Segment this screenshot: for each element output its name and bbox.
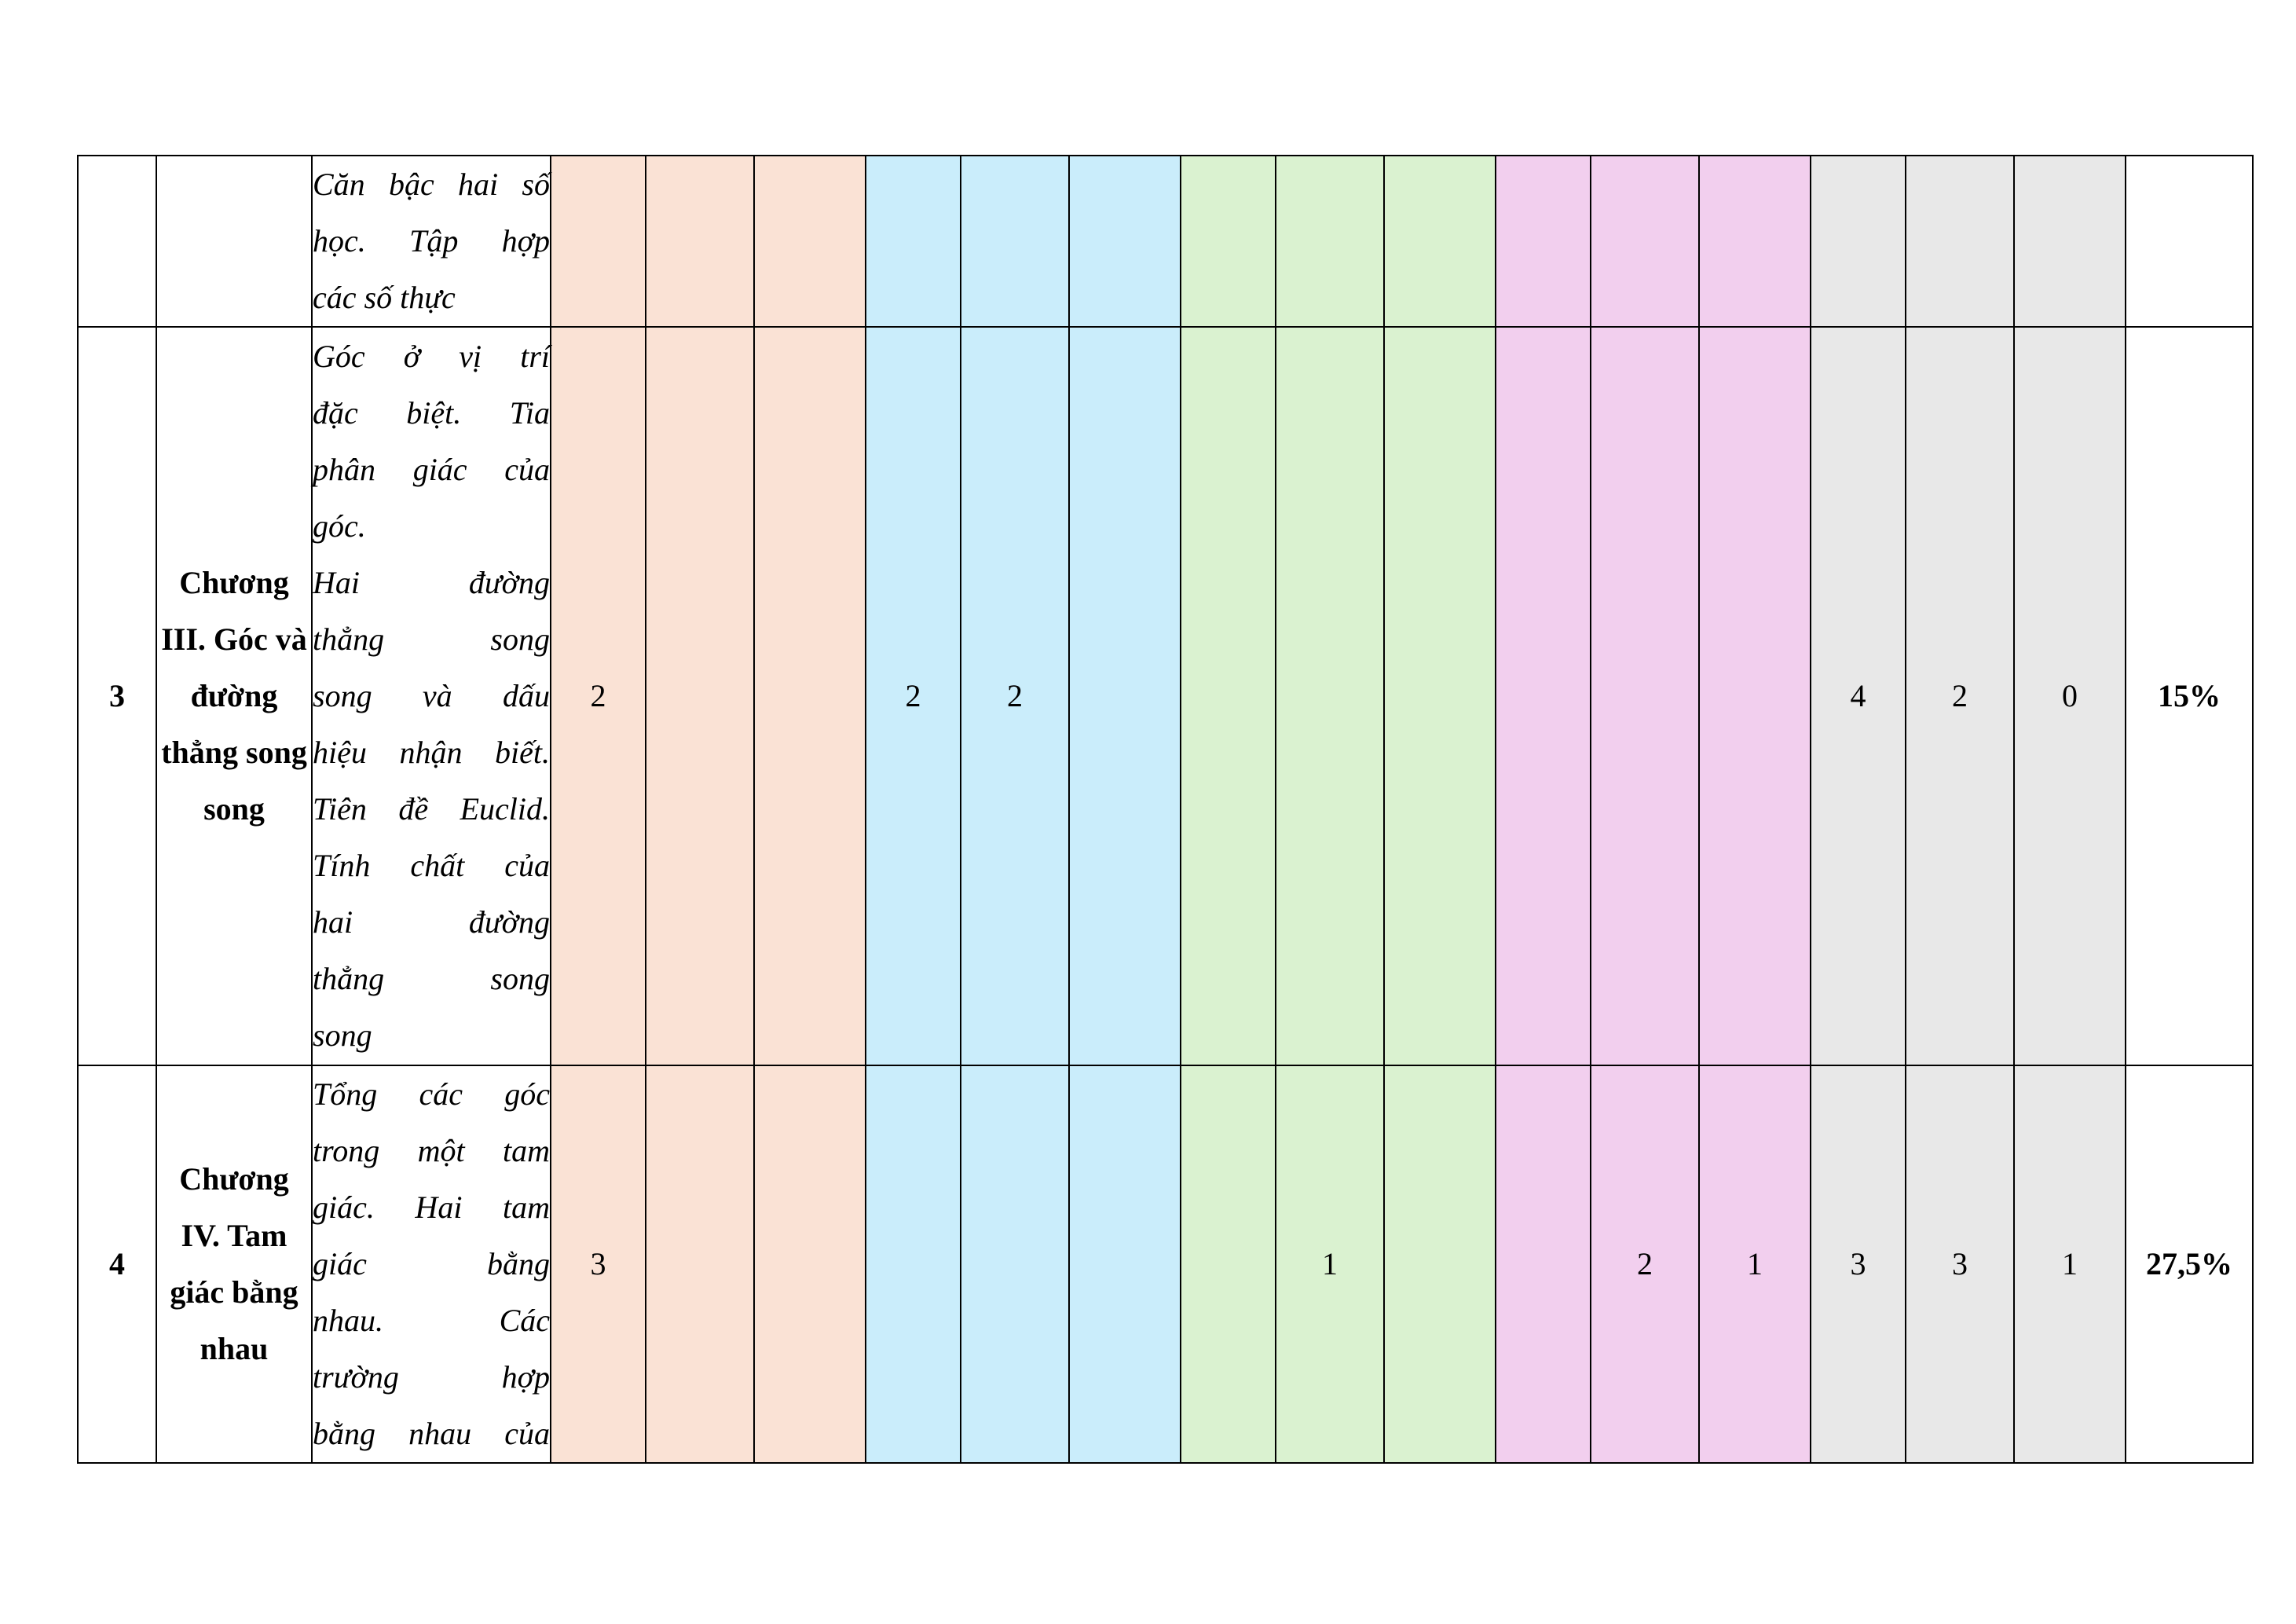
- topic-cell: [312, 1065, 551, 1463]
- topic-line: giác. Hai tam: [313, 1190, 550, 1225]
- topic-line: song và dấu: [313, 678, 550, 713]
- total-cell: [2014, 156, 2126, 327]
- topic-line: trường hợp: [313, 1359, 550, 1395]
- chapter-cell: Chương IV. Tam giác bằng nhau: [156, 1065, 312, 1463]
- count-cell: [551, 156, 646, 327]
- stt-cell: [78, 156, 156, 327]
- count-cell: [1069, 156, 1181, 327]
- topic-line: phân giác của: [313, 452, 550, 487]
- count-cell: [1276, 327, 1384, 1065]
- topic-line: góc.: [313, 508, 366, 544]
- assessment-matrix-table: [77, 155, 2254, 1464]
- count-cell: [1181, 1065, 1276, 1463]
- topic-line: đặc biệt. Tia: [313, 395, 550, 431]
- total-cell: 2: [1906, 327, 2014, 1065]
- count-cell: [961, 1065, 1069, 1463]
- percent-cell: 15%: [2126, 327, 2253, 1065]
- count-cell: [961, 156, 1069, 327]
- percent-cell: 27,5%: [2126, 1065, 2253, 1463]
- topic-line: nhau. Các: [313, 1303, 550, 1338]
- count-cell: [1496, 327, 1591, 1065]
- count-cell: [1384, 156, 1496, 327]
- topic-line: Hai đường: [313, 565, 550, 600]
- count-cell: [1591, 327, 1699, 1065]
- count-cell: 3: [551, 1065, 646, 1463]
- count-cell: [1591, 156, 1699, 327]
- table-row: [78, 1065, 2253, 1463]
- topic-cell: [312, 327, 551, 1065]
- stt-cell: 3: [78, 327, 156, 1065]
- stt-cell: 4: [78, 1065, 156, 1463]
- topic-cell: [312, 156, 551, 327]
- table-row: [78, 327, 2253, 1065]
- count-cell: [1496, 1065, 1591, 1463]
- percent-cell: [2126, 156, 2253, 327]
- topic-line: hiệu nhận biết.: [313, 735, 550, 770]
- topic-line: Góc ở vị trí: [313, 339, 550, 374]
- count-cell: 1: [1699, 1065, 1811, 1463]
- chapter-cell: Chương III. Góc và đường thẳng song song: [156, 327, 312, 1065]
- total-cell: [1906, 156, 2014, 327]
- topic-line: học. Tập hợp: [313, 223, 550, 258]
- total-cell: 3: [1811, 1065, 1906, 1463]
- count-cell: [1699, 156, 1811, 327]
- count-cell: [754, 1065, 866, 1463]
- count-cell: 1: [1276, 1065, 1384, 1463]
- count-cell: 2: [1591, 1065, 1699, 1463]
- topic-line: trong một tam: [313, 1133, 550, 1168]
- topic-line: Căn bậc hai số: [313, 167, 550, 202]
- count-cell: [1496, 156, 1591, 327]
- count-cell: [866, 1065, 961, 1463]
- count-cell: [646, 327, 754, 1065]
- topic-line: hai đường: [313, 904, 550, 940]
- topic-line: Tổng các góc: [313, 1076, 550, 1112]
- table-row: [78, 156, 2253, 327]
- count-cell: [1181, 327, 1276, 1065]
- count-cell: [646, 1065, 754, 1463]
- count-cell: [1181, 156, 1276, 327]
- topic-line: thẳng song: [313, 621, 550, 657]
- total-cell: [1811, 156, 1906, 327]
- count-cell: 2: [961, 327, 1069, 1065]
- chapter-cell: [156, 156, 312, 327]
- count-cell: [646, 156, 754, 327]
- total-cell: 0: [2014, 327, 2126, 1065]
- total-cell: 4: [1811, 327, 1906, 1065]
- count-cell: [1069, 1065, 1181, 1463]
- topic-line: bằng nhau của: [313, 1416, 550, 1451]
- count-cell: 2: [866, 327, 961, 1065]
- topic-line: song: [313, 1017, 372, 1053]
- count-cell: [1699, 327, 1811, 1065]
- total-cell: 1: [2014, 1065, 2126, 1463]
- count-cell: [1069, 327, 1181, 1065]
- count-cell: [1384, 1065, 1496, 1463]
- count-cell: [754, 327, 866, 1065]
- count-cell: [754, 156, 866, 327]
- count-cell: [1276, 156, 1384, 327]
- count-cell: [866, 156, 961, 327]
- topic-line: Tính chất của: [313, 848, 550, 883]
- count-cell: [1384, 327, 1496, 1065]
- count-cell: 2: [551, 327, 646, 1065]
- topic-line: các số thực: [313, 280, 456, 315]
- total-cell: 3: [1906, 1065, 2014, 1463]
- topic-line: thẳng song: [313, 961, 550, 996]
- topic-line: giác bằng: [313, 1246, 550, 1281]
- topic-line: Tiên đề Euclid.: [313, 791, 550, 827]
